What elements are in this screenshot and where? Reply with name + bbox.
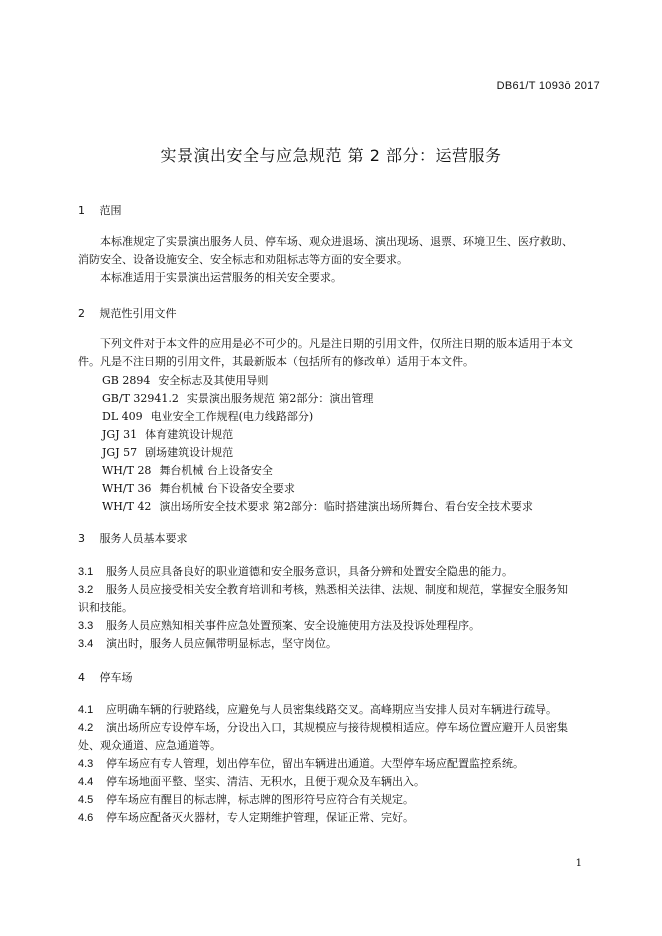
- clause-item: [78, 755, 524, 773]
- reference-title: 舞台机械 台上设备安全: [159, 464, 273, 477]
- clause-text: 服务人员应熟知相关事件应急处置预案、安全设施使用方法及投诉处理程序。: [106, 619, 480, 632]
- reference-item: [102, 372, 268, 390]
- reference-title: 实景演出服务规范 第2部分：演出管理: [186, 392, 374, 405]
- clause-item: [78, 635, 337, 653]
- section-title: 规范性引用文件: [99, 307, 177, 320]
- clause-number: 3.2: [78, 584, 94, 596]
- clause-text: 停车场地面平整、坚实、清洁、无积水，且便于观众及车辆出入。: [106, 775, 425, 788]
- section-number: 1: [78, 204, 85, 217]
- paragraph-line: 本标准规定了实景演出服务人员、停车场、观众进退场、演出现场、退票、环境卫生、医疗救助、: [100, 235, 573, 248]
- clause-item: [78, 791, 414, 809]
- reference-code: JGJ 57: [102, 446, 138, 459]
- reference-code: WH/T 28: [102, 464, 152, 477]
- clause-text: 演出时，服务人员应佩带明显标志，坚守岗位。: [106, 637, 337, 650]
- clause-text: 服务人员应接受相关安全教育培训和考核，熟悉相关法律、法规、制度和规范，掌握安全服务知: [106, 583, 568, 596]
- section-number: 3: [78, 532, 85, 545]
- reference-title: 安全标志及其使用导则: [158, 374, 269, 387]
- reference-code: DL 409: [102, 410, 143, 423]
- reference-code: JGJ 31: [102, 428, 138, 441]
- section-title: 服务人员基本要求: [99, 532, 188, 545]
- page-number: 1: [575, 858, 582, 869]
- clause-item: [78, 617, 480, 635]
- section-number: 4: [78, 671, 85, 684]
- clause-text: 停车场应有专人管理，划出停车位，留出车辆进出通道。大型停车场应配置监控系统。: [106, 757, 524, 770]
- reference-code: GB 2894: [102, 374, 151, 387]
- reference-title: 体育建筑设计规范: [145, 428, 234, 441]
- clause-number: 3.1: [78, 566, 94, 578]
- reference-title: 剧场建筑设计规范: [145, 446, 234, 459]
- clause-number: 4.4: [78, 776, 94, 788]
- clause-item: [78, 719, 568, 737]
- reference-item: [102, 462, 273, 480]
- reference-code: GB/T 32941.2: [102, 392, 179, 405]
- paragraph-line: 本标准适用于实景演出运营服务的相关安全要求。: [100, 271, 342, 284]
- reference-code: WH/T 42: [102, 500, 152, 513]
- reference-item: [102, 444, 233, 462]
- clause-item: [78, 809, 414, 827]
- section-heading-scope: [78, 202, 122, 218]
- clause-text: 服务人员应具备良好的职业道德和安全服务意识，具备分辨和处置安全隐患的能力。: [106, 565, 513, 578]
- reference-item: [102, 498, 533, 516]
- reference-item: [102, 426, 233, 444]
- reference-item: [102, 480, 295, 498]
- document-title: 实景演出安全与应急规范 第 2 部分：运营服务: [160, 146, 502, 165]
- clause-item: [78, 581, 568, 599]
- reference-code: WH/T 36: [102, 482, 152, 495]
- reference-item: [102, 390, 373, 408]
- section-number: 2: [78, 307, 85, 320]
- clause-text: 停车场应有醒目的标志牌，标志牌的图形符号应符合有关规定。: [106, 793, 414, 806]
- reference-title: 电业安全工作规程(电力线路部分): [150, 410, 314, 423]
- clause-number: 4.1: [78, 704, 94, 716]
- paragraph-line: 下列文件对于本文件的应用是必不可少的。凡是注日期的引用文件，仅所注日期的版本适用于本文: [100, 337, 573, 350]
- standard-code: DB61/T 1093ō 2017: [496, 80, 600, 92]
- section-heading-parking: [78, 669, 133, 685]
- clause-number: 3.3: [78, 620, 94, 632]
- section-heading-normative: [78, 305, 177, 321]
- clause-number: 4.3: [78, 758, 94, 770]
- clause-number: 4.2: [78, 722, 94, 734]
- clause-text: 演出场所应专设停车场，分设出入口，其规模应与接待规模相适应。停车场位置应避开人员密集: [106, 721, 568, 734]
- clause-item: [78, 701, 557, 719]
- clause-continuation: 识和技能。: [78, 601, 133, 614]
- reference-item: [102, 408, 313, 426]
- clause-text: 停车场应配备灭火器材，专人定期维护管理，保证正常、完好。: [106, 811, 414, 824]
- section-title: 停车场: [99, 671, 133, 684]
- clause-text: 应明确车辆的行驶路线，应避免与人员密集线路交叉。高峰期应当安排人员对车辆进行疏导。: [106, 703, 557, 716]
- clause-number: 3.4: [78, 638, 94, 650]
- paragraph-line: 消防安全、设备设施安全、安全标志和劝阻标志等方面的安全要求。: [78, 253, 408, 266]
- section-heading-staff: [78, 530, 188, 546]
- reference-title: 舞台机械 台下设备安全要求: [159, 482, 295, 495]
- clause-item: [78, 563, 513, 581]
- reference-title: 演出场所安全技术要求 第2部分：临时搭建演出场所舞台、看台安全技术要求: [159, 500, 533, 513]
- clause-number: 4.6: [78, 812, 94, 824]
- clause-number: 4.5: [78, 794, 94, 806]
- section-title: 范围: [99, 204, 122, 217]
- clause-continuation: 处、观众通道、应急通道等。: [78, 739, 221, 752]
- clause-item: [78, 773, 425, 791]
- paragraph-line: 件。凡是不注日期的引用文件，其最新版本（包括所有的修改单）适用于本文件。: [78, 355, 474, 368]
